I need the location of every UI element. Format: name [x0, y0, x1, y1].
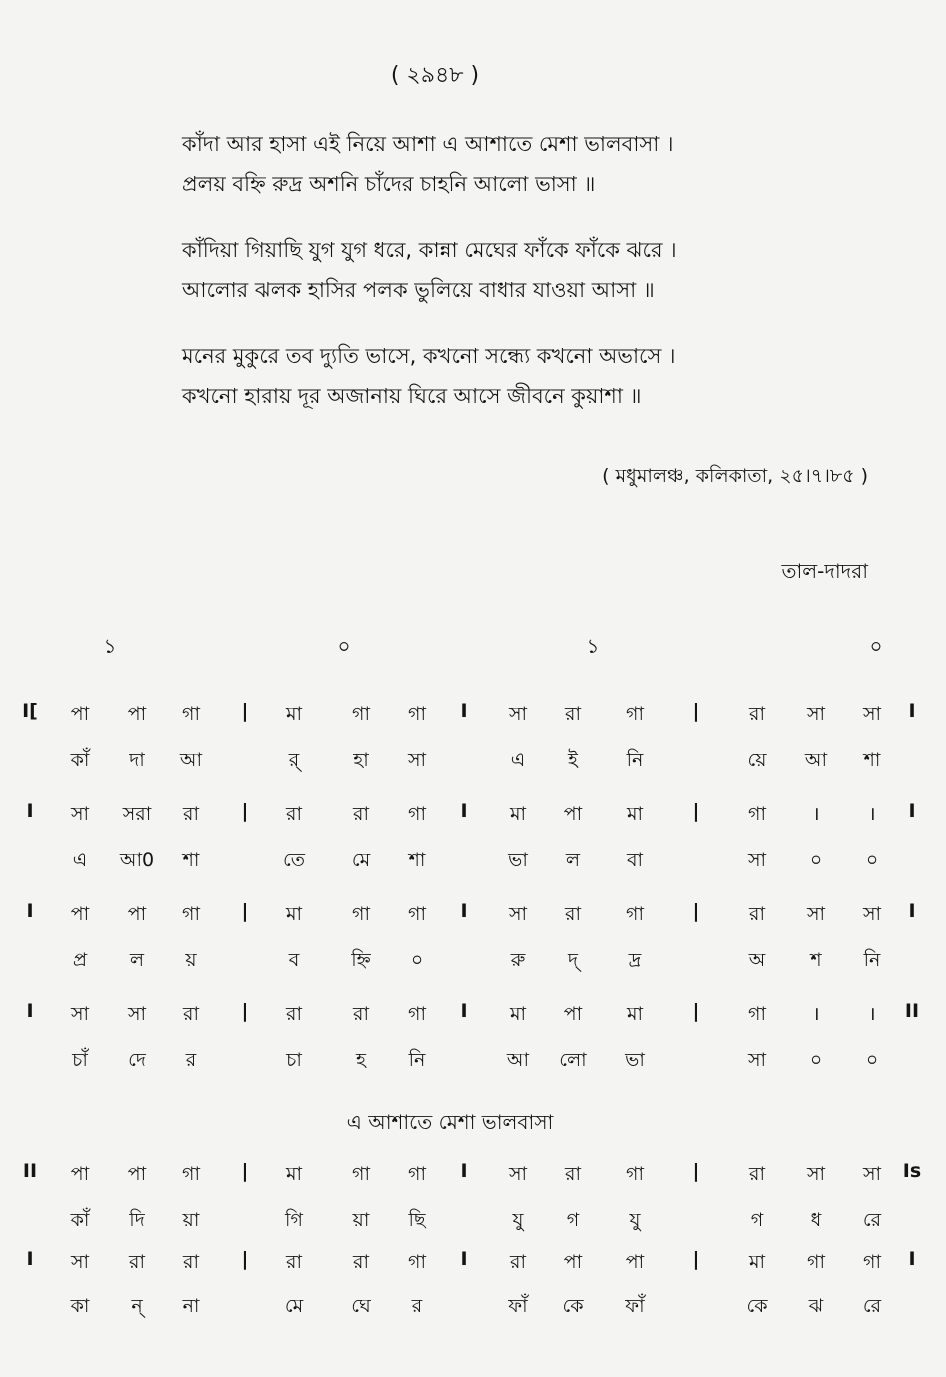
lyric-syllable: ০: [809, 1049, 823, 1071]
lyric-syllable: লো: [559, 1049, 587, 1071]
swara-note: সা: [862, 703, 882, 725]
swara-note: রা: [286, 1003, 302, 1025]
lyric-syllable: সা: [747, 1049, 767, 1071]
swara-note: মা: [509, 1003, 527, 1025]
swara-note: মা: [509, 803, 527, 825]
swara-note: গা: [408, 1251, 426, 1273]
swara-note: গা: [408, 703, 426, 725]
tala-marker: ১: [103, 634, 117, 658]
bar-line: |: [692, 800, 700, 822]
lyric-syllable: ঘে: [351, 1295, 371, 1317]
swara-note: সা: [70, 1251, 90, 1273]
swara-note: রা: [749, 703, 765, 725]
swara-note: রা: [353, 1003, 369, 1025]
swara-note: সা: [508, 703, 528, 725]
poem-line: কাঁদিয়া গিয়াছি যুগ যুগ ধরে, কান্না মেঘের ফাঁকে ফাঁকে ঝরে ।: [182, 238, 677, 262]
swara-row: [0, 1248, 946, 1284]
swara-note: রা: [749, 1163, 765, 1185]
lyric-syllable: ০: [809, 849, 823, 871]
lyric-syllable: এ: [72, 849, 88, 871]
poem-stanza-3: [182, 336, 902, 416]
lyric-syllable: আ: [804, 749, 828, 771]
lyric-syllable: য়ে: [747, 749, 767, 771]
lyric-syllable: হ: [356, 1049, 366, 1071]
bar-line: |: [241, 700, 249, 722]
swara-note: রা: [510, 1251, 526, 1273]
lyric-syllable: ফাঁ: [508, 1295, 528, 1317]
page-number: ( ২৯৪৮ ): [390, 63, 480, 88]
bar-line: I: [460, 800, 468, 822]
lyric-syllable: হ্নি: [351, 949, 371, 971]
bar-line: II: [904, 1000, 920, 1022]
bar-line: |: [241, 800, 249, 822]
swara-note: রা: [749, 903, 765, 925]
bar-line: I: [460, 900, 468, 922]
swara-note: ।: [868, 1003, 876, 1025]
bar-line: I: [908, 700, 916, 722]
lyric-syllable: না: [182, 1295, 200, 1317]
bar-line: I: [460, 1000, 468, 1022]
poem-line: কাঁদা আর হাসা এই নিয়ে আশা এ আশাতে মেশা ভালবাসা ।: [182, 132, 674, 156]
lyric-syllable: গি: [285, 1209, 303, 1231]
bar-line: I: [908, 900, 916, 922]
bar-line: I[: [22, 700, 38, 722]
tala-marker-row: [0, 632, 946, 662]
lyric-syllable: চা: [286, 1049, 302, 1071]
lyric-syllable: য়া: [352, 1209, 370, 1231]
lyric-syllable: মে: [351, 849, 371, 871]
swara-note: মা: [748, 1251, 766, 1273]
swara-note: মা: [285, 1163, 303, 1185]
swara-note: রা: [286, 1251, 302, 1273]
swara-note: গা: [807, 1251, 825, 1273]
lyric-syllable: ০: [410, 949, 424, 971]
lyric-row: [0, 946, 946, 982]
lyric-syllable: ধ: [810, 1209, 822, 1231]
bar-line: I: [26, 1000, 34, 1022]
lyric-syllable: কে: [746, 1295, 768, 1317]
lyric-syllable: কা: [70, 1295, 90, 1317]
lyric-syllable: ছি: [408, 1209, 426, 1231]
swara-note: সা: [127, 1003, 147, 1025]
swara-note: গা: [352, 1163, 370, 1185]
swara-note: সা: [806, 703, 826, 725]
swara-row: [0, 700, 946, 736]
swara-note: রা: [183, 1003, 199, 1025]
lyric-syllable: তে: [283, 849, 305, 871]
bar-line: |: [692, 1160, 700, 1182]
lyric-row: [0, 1206, 946, 1242]
lyric-syllable: সা: [407, 749, 427, 771]
lyric-syllable: শ: [810, 949, 822, 971]
lyric-row: [0, 746, 946, 782]
swara-note: গা: [408, 803, 426, 825]
lyric-syllable: সা: [747, 849, 767, 871]
swara-note: রা: [353, 1251, 369, 1273]
swara-note: পা: [70, 703, 90, 725]
swara-note: পা: [563, 803, 583, 825]
swara-note: পা: [127, 903, 147, 925]
lyric-syllable: দা: [129, 749, 145, 771]
lyric-syllable: ল: [129, 949, 145, 971]
swara-note: পা: [563, 1251, 583, 1273]
lyric-syllable: ব: [288, 949, 300, 971]
swara-row: [0, 1000, 946, 1036]
lyric-syllable: যু: [629, 1209, 641, 1231]
refrain-line: এ আশাতে মেশা ভালবাসা: [346, 1110, 554, 1134]
swara-note: গা: [182, 703, 200, 725]
bar-line: Is: [902, 1160, 922, 1182]
lyric-syllable: আ: [506, 1049, 530, 1071]
lyric-syllable: মে: [284, 1295, 304, 1317]
lyric-syllable: র: [185, 1049, 197, 1071]
bar-line: I: [26, 900, 34, 922]
swara-note: রা: [183, 1251, 199, 1273]
bar-line: I: [908, 1248, 916, 1270]
lyric-syllable: ফাঁ: [625, 1295, 645, 1317]
swara-note: গা: [408, 1163, 426, 1185]
lyric-syllable: র: [411, 1295, 423, 1317]
lyric-syllable: শা: [863, 749, 881, 771]
swara-note: গা: [748, 1003, 766, 1025]
lyric-syllable: যু: [512, 1209, 524, 1231]
bar-line: I: [26, 800, 34, 822]
swara-note: গা: [626, 1163, 644, 1185]
swara-note: সা: [806, 1163, 826, 1185]
bar-line: I: [908, 800, 916, 822]
swara-note: রা: [286, 803, 302, 825]
lyric-syllable: চাঁ: [72, 1049, 88, 1071]
bar-line: |: [241, 1000, 249, 1022]
lyric-syllable: গ: [750, 1209, 764, 1231]
tala-marker: ০: [337, 634, 351, 658]
bar-line: |: [692, 900, 700, 922]
lyric-syllable: আ0: [119, 849, 155, 871]
lyric-syllable: ন্: [131, 1295, 143, 1317]
lyric-syllable: এ: [510, 749, 526, 771]
lyric-syllable: রু: [510, 949, 526, 971]
poem-stanza-2: [182, 230, 902, 310]
lyric-syllable: অ: [748, 949, 766, 971]
lyric-syllable: নি: [863, 949, 881, 971]
lyric-syllable: রে: [862, 1295, 882, 1317]
tala-marker: ১: [586, 634, 600, 658]
lyric-row: [0, 846, 946, 882]
source-attribution: ( মধুমালঞ্চ, কলিকাতা, ২৫।৭।৮৫ ): [602, 465, 868, 487]
swara-note: পা: [70, 1163, 90, 1185]
lyric-syllable: প্র: [72, 949, 88, 971]
lyric-syllable: ০: [865, 849, 879, 871]
lyric-syllable: গ: [566, 1209, 580, 1231]
lyric-row: [0, 1046, 946, 1082]
swara-note: রা: [183, 803, 199, 825]
bar-line: I: [460, 1160, 468, 1182]
lyric-syllable: দি: [129, 1209, 145, 1231]
lyric-syllable: কাঁ: [70, 749, 90, 771]
swara-note: গা: [626, 703, 644, 725]
bar-line: |: [692, 1000, 700, 1022]
swara-note: পা: [625, 1251, 645, 1273]
lyric-syllable: শা: [408, 849, 426, 871]
swara-note: সরা: [122, 803, 152, 825]
swara-note: ।: [812, 1003, 820, 1025]
swara-note: গা: [408, 1003, 426, 1025]
lyric-syllable: ভা: [625, 1049, 645, 1071]
bar-line: |: [241, 900, 249, 922]
swara-note: পা: [127, 703, 147, 725]
lyric-syllable: দ্র: [628, 949, 642, 971]
lyric-syllable: য়: [185, 949, 197, 971]
poem-stanza-1: [182, 124, 902, 204]
lyric-syllable: নি: [408, 1049, 426, 1071]
bar-line: I: [460, 700, 468, 722]
swara-note: সা: [508, 1163, 528, 1185]
lyric-syllable: ই: [568, 749, 578, 771]
swara-note: সা: [70, 1003, 90, 1025]
swara-note: সা: [806, 903, 826, 925]
swara-note: গা: [408, 903, 426, 925]
bar-line: |: [241, 1160, 249, 1182]
lyric-syllable: ০: [865, 1049, 879, 1071]
bar-line: |: [692, 1248, 700, 1270]
swara-row: [0, 1160, 946, 1196]
swara-note: সা: [70, 803, 90, 825]
lyric-syllable: কাঁ: [70, 1209, 90, 1231]
poem-line: প্রলয় বহ্নি রুদ্র অশনি চাঁদের চাহনি আলো ভাসা ॥: [182, 172, 596, 196]
swara-note: সা: [862, 1163, 882, 1185]
lyric-syllable: ভা: [508, 849, 528, 871]
swara-row: [0, 800, 946, 836]
swara-note: পা: [70, 903, 90, 925]
swara-note: মা: [285, 703, 303, 725]
poem-line: কখনো হারায় দূর অজানায় ঘিরে আসে জীবনে কুয়াশা ॥: [182, 384, 642, 408]
swara-note: সা: [508, 903, 528, 925]
lyric-syllable: দে: [128, 1049, 146, 1071]
lyric-syllable: রে: [862, 1209, 882, 1231]
swara-note: রা: [565, 703, 581, 725]
lyric-syllable: হা: [353, 749, 369, 771]
swara-note: মা: [285, 903, 303, 925]
bar-line: I: [26, 1248, 34, 1270]
tala-marker: ০: [869, 634, 883, 658]
lyric-syllable: শা: [182, 849, 200, 871]
swara-note: মা: [626, 803, 644, 825]
lyric-syllable: আ: [179, 749, 203, 771]
lyric-syllable: ল: [565, 849, 581, 871]
swara-row: [0, 900, 946, 936]
bar-line: |: [692, 700, 700, 722]
swara-note: গা: [748, 803, 766, 825]
swara-note: রা: [129, 1251, 145, 1273]
lyric-syllable: নি: [626, 749, 644, 771]
lyric-syllable: কে: [562, 1295, 584, 1317]
swara-note: ।: [812, 803, 820, 825]
lyric-syllable: র্: [288, 749, 300, 771]
swara-note: গা: [182, 903, 200, 925]
swara-note: গা: [352, 903, 370, 925]
poem-line: মনের মুকুরে তব দ্যুতি ভাসে, কখনো সন্ধ্যে কখনো অভাসে ।: [182, 344, 676, 368]
bar-line: |: [241, 1248, 249, 1270]
swara-note: পা: [127, 1163, 147, 1185]
swara-note: গা: [863, 1251, 881, 1273]
lyric-syllable: বা: [626, 849, 644, 871]
lyric-syllable: ঝ: [808, 1295, 824, 1317]
poem-line: আলোর ঝলক হাসির পলক ভুলিয়ে বাধার যাওয়া আসা ॥: [182, 278, 655, 302]
swara-note: রা: [565, 903, 581, 925]
swara-note: গা: [626, 903, 644, 925]
swara-note: ।: [868, 803, 876, 825]
swara-note: মা: [626, 1003, 644, 1025]
bar-line: II: [22, 1160, 38, 1182]
swara-note: রা: [353, 803, 369, 825]
swara-note: গা: [352, 703, 370, 725]
swara-note: সা: [862, 903, 882, 925]
lyric-syllable: দ্: [568, 949, 578, 971]
swara-note: পা: [563, 1003, 583, 1025]
lyric-syllable: য়া: [182, 1209, 200, 1231]
swara-note: গা: [182, 1163, 200, 1185]
bar-line: I: [460, 1248, 468, 1270]
swara-note: রা: [565, 1163, 581, 1185]
tala-name: তাল-দাদরা: [781, 559, 868, 583]
lyric-row: [0, 1292, 946, 1328]
